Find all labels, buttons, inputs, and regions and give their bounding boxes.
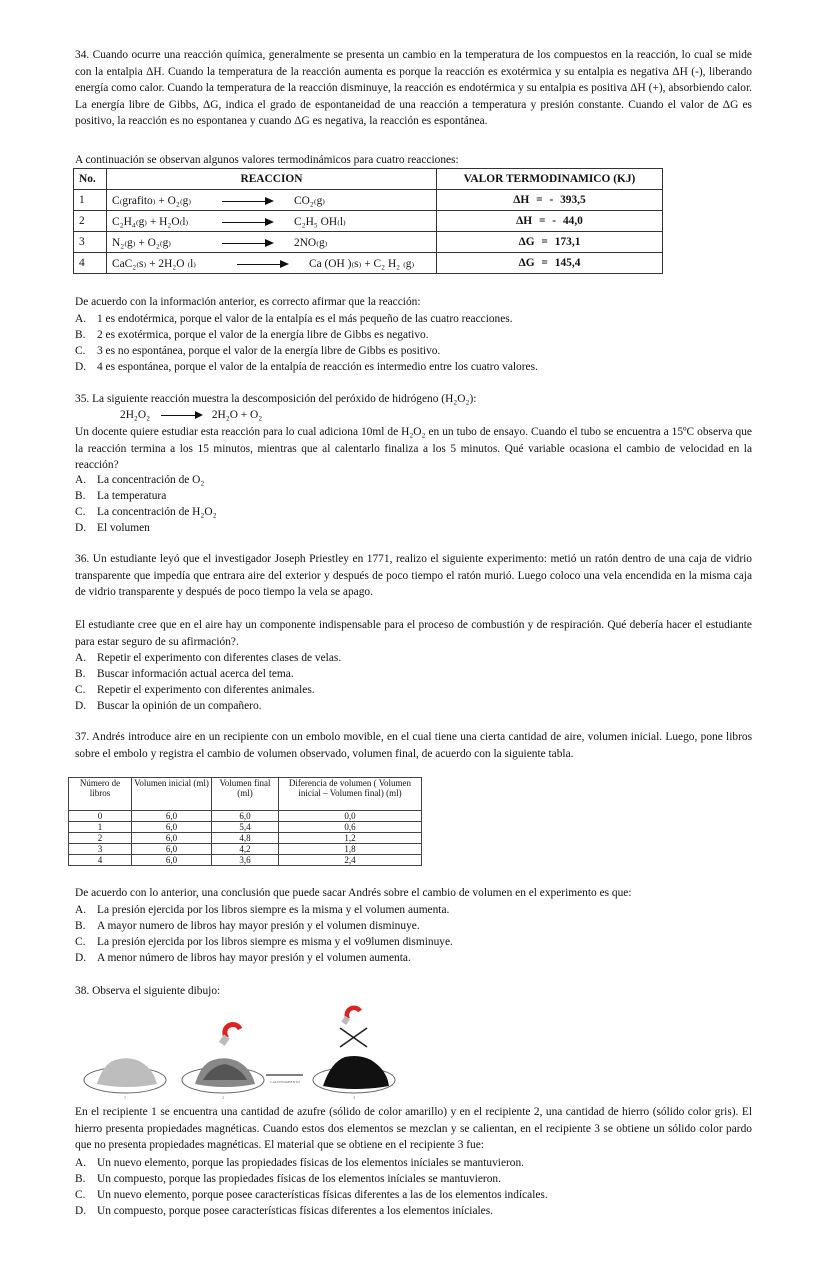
- answer-option[interactable]: [75, 950, 752, 966]
- option-text: Un nuevo elemento, porque las propiedades físicas de los elementos iníciales se mantuvieron.: [97, 1157, 525, 1169]
- table-cell: 1: [69, 822, 132, 833]
- table-row: [74, 232, 663, 253]
- table-row: [74, 190, 663, 211]
- answer-option[interactable]: [75, 682, 752, 698]
- q37-options: [75, 902, 752, 966]
- label-2: 2: [222, 1095, 224, 1100]
- option-letter: A.: [75, 474, 87, 486]
- q38-text: 38. Observa el siguiente dibujo:: [75, 985, 221, 997]
- row-no: 4: [74, 253, 107, 274]
- option-text: Repetir el experimento con diferentes animales.: [97, 684, 315, 696]
- reactants: C₍grafito₎ + O₂₍g₎: [112, 195, 192, 207]
- q38-options: [75, 1155, 752, 1219]
- arrow-icon: [237, 264, 287, 265]
- products: 2NO₍g₎: [294, 237, 328, 249]
- option-letter: A.: [75, 1157, 87, 1169]
- q34-stem: De acuerdo con la información anterior, es correcto afirmar que la reacción:: [75, 296, 421, 308]
- reactants: C₂H₄₍g₎ + H₂O₍l₎: [112, 216, 189, 228]
- label-3: 3: [353, 1095, 355, 1100]
- experiment-figure: [75, 1000, 405, 1100]
- q34-options: [75, 311, 752, 375]
- table-cell: 0,6: [279, 822, 422, 833]
- table-cell: 1,8: [279, 844, 422, 855]
- answer-option[interactable]: [75, 1203, 752, 1219]
- option-letter: B.: [75, 1173, 86, 1185]
- q35-body: Un docente quiere estudiar esta reacción para lo cual adiciona 10ml de H₂O₂ en un tubo de ensayo. Cuando el tubo se encuentra a 15ºC observa que la reacción termina a los 15 minutos, mientras que al calentarlo finaliza a los 5 minutos. Qué variable ocasiona el cambio de velocidad en la reacción?: [75, 426, 752, 472]
- option-letter: D.: [75, 522, 87, 534]
- row-no: 3: [74, 232, 107, 253]
- table-row: [74, 211, 663, 232]
- row-no: 2: [74, 211, 107, 232]
- option-text: La presión ejercida por los libros siempre es misma y el vo9lumen disminuye.: [97, 936, 453, 948]
- eq-left: 2H₂O₂: [120, 409, 151, 421]
- option-text: 2 es exotérmica, porque el valor de la energía libre de Gibbs es negativo.: [97, 329, 429, 341]
- answer-option[interactable]: [75, 902, 752, 918]
- volume-table: [68, 777, 422, 866]
- row-value: ΔG = 173,1: [437, 232, 663, 253]
- table-cell: 5,4: [212, 822, 279, 833]
- table-row: [69, 822, 422, 833]
- option-letter: B.: [75, 920, 86, 932]
- table-cell: 6,0: [132, 844, 212, 855]
- answer-option[interactable]: [75, 934, 752, 950]
- q37-text: 37. Andrés introduce aire en un recipiente con un embolo movible, en el cual tiene una cierta cantidad de aire, volumen inicial. Luego, pone libros sobre el embolo y registra el cambio de volumen observado, volumen final, de acuerdo con la siguiente tabla.: [75, 731, 752, 760]
- answer-option[interactable]: [75, 520, 752, 536]
- option-letter: C.: [75, 936, 86, 948]
- col-libros: Número de libros: [69, 778, 132, 811]
- table-cell: 4,2: [212, 844, 279, 855]
- magnet-icon: [219, 1024, 240, 1045]
- answer-option[interactable]: [75, 359, 752, 375]
- option-letter: C.: [75, 1189, 86, 1201]
- table-cell: 4,8: [212, 833, 279, 844]
- option-letter: A.: [75, 652, 87, 664]
- answer-option[interactable]: [75, 1155, 752, 1171]
- q38-body: En el recipiente 1 se encuentra una cantidad de azufre (sólido de color amarillo) y en el recipiente 2, una cantidad de hierro (sólido color gris). El hierro presenta propiedades magnéticas. Cuando estos dos elementos se mezclan y se calientan, en el recipiente 3 se obtiene un sólido color pardo que no presenta propiedades magnéticas. El material que se obtiene en el recipiente 3 fue:: [75, 1106, 752, 1152]
- answer-option[interactable]: [75, 488, 752, 504]
- products: C₂H₅ OH₍l₎: [294, 216, 346, 228]
- answer-option[interactable]: [75, 698, 752, 714]
- table-row: [69, 855, 422, 866]
- q34-intro: A continuación se observan algunos valores termodinámicos para cuatro reacciones:: [75, 154, 459, 166]
- col-no: No.: [74, 169, 107, 190]
- table-cell: 0: [69, 811, 132, 822]
- option-text: 4 es espontánea, porque el valor de la entalpía de reacción es intermedio entre los cuatro valores.: [97, 361, 538, 373]
- table-cell: 1,2: [279, 833, 422, 844]
- answer-option[interactable]: [75, 311, 752, 327]
- table-cell: 6,0: [132, 811, 212, 822]
- option-letter: A.: [75, 904, 87, 916]
- option-letter: C.: [75, 345, 86, 357]
- answer-option[interactable]: [75, 650, 752, 666]
- dish-3-compound: [313, 1056, 395, 1093]
- option-text: Repetir el experimento con diferentes clases de velas.: [97, 652, 342, 664]
- option-letter: D.: [75, 952, 87, 964]
- q34-text: 34. Cuando ocurre una reacción química, generalmente se presenta un cambio en la temperatura de los compuestos en la reacción, lo cual se mide con la entalpia ΔH. Cuando la temperatura de la reacción aumenta es porque la reacción es exotérmica y su entalpia es negativa ΔH (-), liberando energía como calor. Cuando la temperatura de la reacción disminuye, la reacción es endotérmica y su entalpia es positiva ΔH (+), absorbiendo calor. La energía libre de Gibbs, ΔG, indica el grado de espontaneidad de una reacción a temperatura y presión constante. Cuando el valor de ΔG es positivo, la reacción es no espontanea y cuando ΔG es negativa, la reacción es espontánea.: [75, 49, 752, 128]
- answer-option[interactable]: [75, 472, 752, 488]
- option-text: Un compuesto, porque posee características físicas diferentes a los elementos iníciales.: [97, 1205, 493, 1217]
- col-vol-final: Volumen final (ml): [212, 778, 279, 811]
- table-cell: 6,0: [212, 811, 279, 822]
- row-value: ΔG = 145,4: [437, 253, 663, 274]
- magnet-icon-crossed: [340, 1008, 367, 1047]
- q35-text: 35. La siguiente reacción muestra la descomposición del peróxido de hidrógeno (H₂O₂):: [75, 393, 477, 405]
- reactants: N₂₍g₎ + O₂₍g₎: [112, 237, 172, 249]
- table-row: [69, 844, 422, 855]
- option-text: El volumen: [97, 522, 150, 534]
- products: CO₂₍g₎: [294, 195, 326, 207]
- option-letter: B.: [75, 668, 86, 680]
- answer-option[interactable]: [75, 327, 752, 343]
- table-cell: 2: [69, 833, 132, 844]
- col-diferencia: Diferencia de volumen ( Volumen inicial – Volumen final) (ml): [279, 778, 422, 811]
- table-cell: 2,4: [279, 855, 422, 866]
- answer-option[interactable]: [75, 1187, 752, 1203]
- option-text: 1 es endotérmica, porque el valor de la entalpía es el más pequeño de las cuatro reacciones.: [97, 313, 513, 325]
- table-cell: 4: [69, 855, 132, 866]
- option-letter: C.: [75, 684, 86, 696]
- answer-option[interactable]: [75, 666, 752, 682]
- reactants: CaC₂₍s₎ + 2H₂O ₍l₎: [112, 258, 197, 270]
- col-valor: VALOR TERMODINAMICO (KJ): [437, 169, 663, 190]
- arrow-icon: [222, 201, 272, 202]
- table-cell: 6,0: [132, 855, 212, 866]
- table-cell: 0,0: [279, 811, 422, 822]
- row-value: ΔH = - 393,5: [437, 190, 663, 211]
- table-cell: 3,6: [212, 855, 279, 866]
- option-text: Un compuesto, porque las propiedades físicas de los elementos iníciales se mantuvieron.: [97, 1173, 501, 1185]
- col-reaccion: REACCION: [107, 169, 437, 190]
- q36-text: 36. Un estudiante leyó que el investigador Joseph Priestley en 1771, realizo el siguiente experimento: metió un ratón dentro de una caja de vidrio transparente que impedía que entrara aire del exterior y después de poco tiempo el ratón murió. Luego coloco una vela encendida en la misma caja de vidrio transparente y después de poco tiempo la vela se apago.: [75, 553, 752, 599]
- row-reaction: [107, 190, 437, 211]
- table-cell: 6,0: [132, 822, 212, 833]
- option-letter: D.: [75, 700, 87, 712]
- option-text: Buscar la opinión de un compañero.: [97, 700, 262, 712]
- row-no: 1: [74, 190, 107, 211]
- option-text: A menor número de libros hay mayor presión y el volumen aumenta.: [97, 952, 411, 964]
- q36-options: [75, 650, 752, 714]
- option-text: La concentración de O₂: [97, 474, 205, 486]
- eq-right: 2H₂O + O₂: [211, 409, 263, 421]
- q35-options: [75, 472, 752, 536]
- option-letter: D.: [75, 361, 87, 373]
- option-letter: B.: [75, 329, 86, 341]
- option-text: La presión ejercida por los libros siempre es la misma y el volumen aumenta.: [97, 904, 450, 916]
- option-text: Un nuevo elemento, porque posee características físicas diferentes a las de los elementos indícales.: [97, 1189, 548, 1201]
- option-text: 3 es no espontánea, porque el valor de la energía libre de Gibbs es positivo.: [97, 345, 441, 357]
- row-reaction: [107, 211, 437, 232]
- option-text: A mayor numero de libros hay mayor presión y el volumen disminuye.: [97, 920, 420, 932]
- option-letter: D.: [75, 1205, 87, 1217]
- arrow-icon: [222, 243, 272, 244]
- answer-option[interactable]: [75, 504, 752, 520]
- q37-stem: De acuerdo con lo anterior, una conclusión que puede sacar Andrés sobre el cambio de volumen en el experimento es que:: [75, 887, 632, 899]
- q35-equation: [75, 407, 752, 424]
- row-value: ΔH = - 44,0: [437, 211, 663, 232]
- q36-body: El estudiante cree que en el aire hay un componente indispensable para el proceso de combustión y de respiración. Qué debería hacer el estudiante para estar seguro de su afirmación?.: [75, 619, 752, 648]
- option-text: La concentración de H₂O₂: [97, 506, 217, 518]
- answer-option[interactable]: [75, 1171, 752, 1187]
- arrow-icon: [222, 222, 272, 223]
- table-row: [74, 253, 663, 274]
- label-1: 1: [124, 1095, 126, 1100]
- option-letter: A.: [75, 313, 87, 325]
- products: Ca (OH )₍s₎ + C₂ H₂ ₍g₎: [309, 258, 415, 270]
- table-row: [69, 811, 422, 822]
- table-header-row: [69, 778, 422, 811]
- arrow-label: CALENTAMIENTO: [270, 1080, 300, 1084]
- option-letter: B.: [75, 490, 86, 502]
- table-row: [69, 833, 422, 844]
- option-text: La temperatura: [97, 490, 167, 502]
- table-header-row: [74, 169, 663, 190]
- col-vol-inicial: Volumen inicial (ml): [132, 778, 212, 811]
- answer-option[interactable]: [75, 918, 752, 934]
- option-text: Buscar información actual acerca del tema.: [97, 668, 294, 680]
- table-cell: 3: [69, 844, 132, 855]
- option-letter: C.: [75, 506, 86, 518]
- dish-2-iron: [182, 1058, 264, 1093]
- row-reaction: [107, 232, 437, 253]
- table-cell: 6,0: [132, 833, 212, 844]
- arrow-icon: [161, 415, 201, 416]
- row-reaction: [107, 253, 437, 274]
- answer-option[interactable]: [75, 343, 752, 359]
- thermo-table: [73, 168, 663, 274]
- dish-1-sulfur: [84, 1058, 166, 1093]
